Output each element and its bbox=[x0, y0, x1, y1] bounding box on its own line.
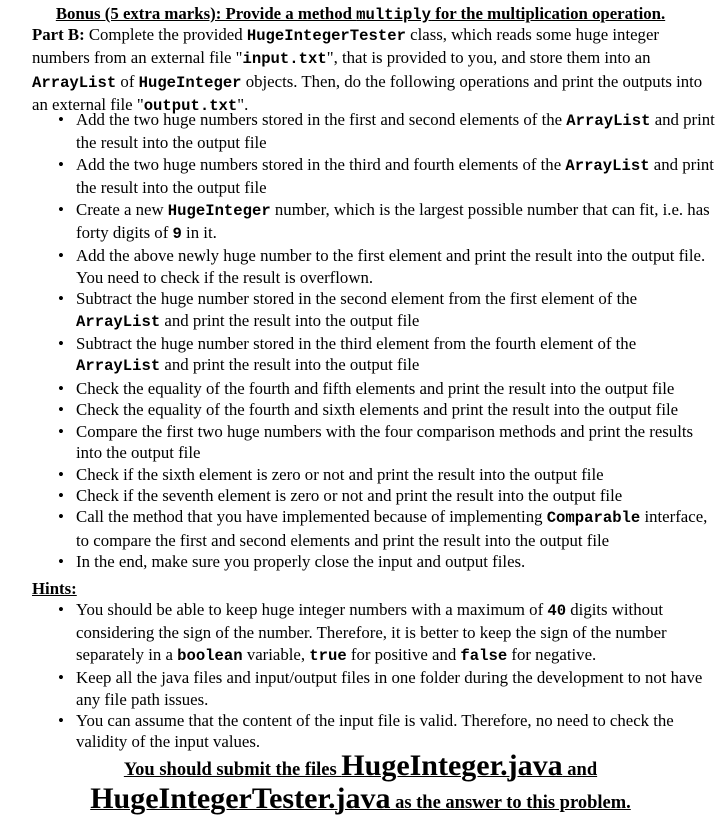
task-text: interface, to compare the first and second elements and print the result into the output file bbox=[76, 507, 708, 550]
hint-text: Keep all the java files and input/output files in one folder during the development to not have any file path issues. bbox=[76, 668, 703, 709]
task-item bbox=[76, 333, 721, 378]
task-text: Create a new bbox=[76, 199, 168, 219]
code-term: 9 bbox=[172, 225, 182, 244]
part-b-text: Complete the provided bbox=[84, 25, 247, 44]
task-text: Add the above newly huge number to the first element and print the result into the output file. You need to check if the result is overflown. bbox=[76, 246, 706, 287]
task-text: and print the result into the output file bbox=[160, 310, 420, 330]
input-file-name: input.txt bbox=[242, 50, 327, 69]
task-text: Check the equality of the fourth and sixth elements and print the result into the output file bbox=[76, 400, 679, 420]
code-term: boolean bbox=[177, 646, 243, 665]
task-text: and print the result into the output file bbox=[76, 154, 714, 198]
part-b-label: Part B: bbox=[32, 25, 85, 44]
submission-text: You should submit the files bbox=[123, 760, 342, 780]
task-text: Check if the sixth element is zero or not and print the result into the output file bbox=[76, 464, 604, 484]
code-term: 40 bbox=[547, 602, 567, 620]
part-b-text: ", that is provided to you, and store them into an bbox=[326, 48, 651, 68]
part-b-text: objects. Then, do the following operations and print the outputs into an external file " bbox=[32, 71, 703, 115]
part-b-text: of bbox=[116, 71, 139, 91]
task-item bbox=[76, 109, 721, 154]
tester-class-name: HugeIntegerTester bbox=[246, 27, 406, 45]
hint-text: digits without considering the sign of the number. Therefore, it is better to keep the sign of the number separately in a bbox=[76, 600, 667, 664]
code-term: ArrayList bbox=[76, 312, 161, 331]
task-text: Add the two huge numbers stored in the third and fourth elements of the bbox=[76, 154, 566, 174]
hint-text: You should be able to keep huge integer numbers with a maximum of bbox=[76, 600, 548, 619]
submission-text: and bbox=[562, 760, 598, 780]
output-file-name: output.txt bbox=[143, 97, 238, 116]
code-term: ArrayList bbox=[565, 156, 650, 175]
task-text: Compare the first two huge numbers with the four comparison methods and print the results into the output file bbox=[76, 421, 694, 463]
submission-text: as the answer to this problem. bbox=[390, 793, 631, 813]
hint-item bbox=[76, 667, 721, 710]
task-text: Add the two huge numbers stored in the first and second elements of the bbox=[76, 110, 567, 129]
task-item bbox=[76, 464, 721, 485]
task-text: In the end, make sure you properly close the input and output files. bbox=[76, 552, 526, 572]
submission-line-2 bbox=[0, 783, 721, 819]
task-text: Call the method that you have implemented because of implementing bbox=[76, 507, 547, 527]
code-term: false bbox=[460, 646, 508, 665]
part-b-text: class, which reads some huge integer numbers from an external file " bbox=[32, 25, 659, 68]
task-item bbox=[76, 506, 721, 551]
task-text: and print the result into the output file bbox=[76, 110, 715, 153]
hints-heading-text: Hints: bbox=[32, 579, 77, 598]
code-term: ArrayList bbox=[76, 357, 161, 376]
task-item bbox=[76, 288, 721, 333]
submit-file-2: HugeIntegerTester.java bbox=[90, 782, 391, 815]
part-b-text: ". bbox=[237, 95, 249, 115]
code-term: HugeInteger bbox=[167, 201, 271, 220]
task-item bbox=[76, 199, 721, 246]
bonus-suffix: for the multiplication operation. bbox=[431, 4, 666, 23]
task-text: Subtract the huge number stored in the third element from the fourth element of the bbox=[76, 334, 637, 354]
task-text: Subtract the huge number stored in the second element from the first element of the bbox=[76, 289, 638, 309]
task-text: in it. bbox=[181, 223, 217, 243]
bonus-prefix: Bonus (5 extra marks): Provide a method bbox=[55, 4, 357, 23]
hint-text: You can assume that the content of the input file is valid. Therefore, no need to check the validity of the input values. bbox=[76, 711, 674, 752]
bonus-heading bbox=[0, 3, 721, 26]
hint-text: for negative. bbox=[507, 644, 597, 664]
task-item bbox=[76, 399, 721, 420]
task-item bbox=[76, 378, 721, 399]
hint-item bbox=[76, 599, 721, 667]
hint-text: variable, bbox=[242, 644, 310, 664]
hints-heading bbox=[32, 578, 77, 599]
task-item bbox=[76, 421, 721, 464]
task-item bbox=[76, 245, 721, 288]
submit-file-1: HugeInteger.java bbox=[341, 749, 563, 782]
task-item bbox=[76, 485, 721, 506]
hint-text: for positive and bbox=[346, 644, 461, 664]
arraylist-term: ArrayList bbox=[32, 73, 117, 92]
part-b-paragraph bbox=[32, 24, 720, 118]
hints-list bbox=[76, 599, 721, 753]
code-term: true bbox=[309, 646, 347, 665]
task-item bbox=[76, 551, 721, 572]
task-text: and print the result into the output file bbox=[160, 355, 420, 375]
task-list bbox=[76, 109, 721, 573]
task-text: Check if the seventh element is zero or not and print the result into the output file bbox=[76, 485, 623, 505]
task-text: number, which is the largest possible number that can fit, i.e. has forty digits of bbox=[76, 199, 710, 243]
hint-item bbox=[76, 710, 721, 753]
code-term: ArrayList bbox=[566, 112, 651, 130]
submission-line-1 bbox=[0, 750, 721, 786]
hugeinteger-term: HugeInteger bbox=[138, 73, 242, 92]
task-text: Check the equality of the fourth and fifth elements and print the result into the output file bbox=[76, 378, 675, 398]
code-term: Comparable bbox=[546, 509, 641, 528]
bonus-method: multiply bbox=[356, 6, 432, 24]
task-item bbox=[76, 154, 721, 199]
